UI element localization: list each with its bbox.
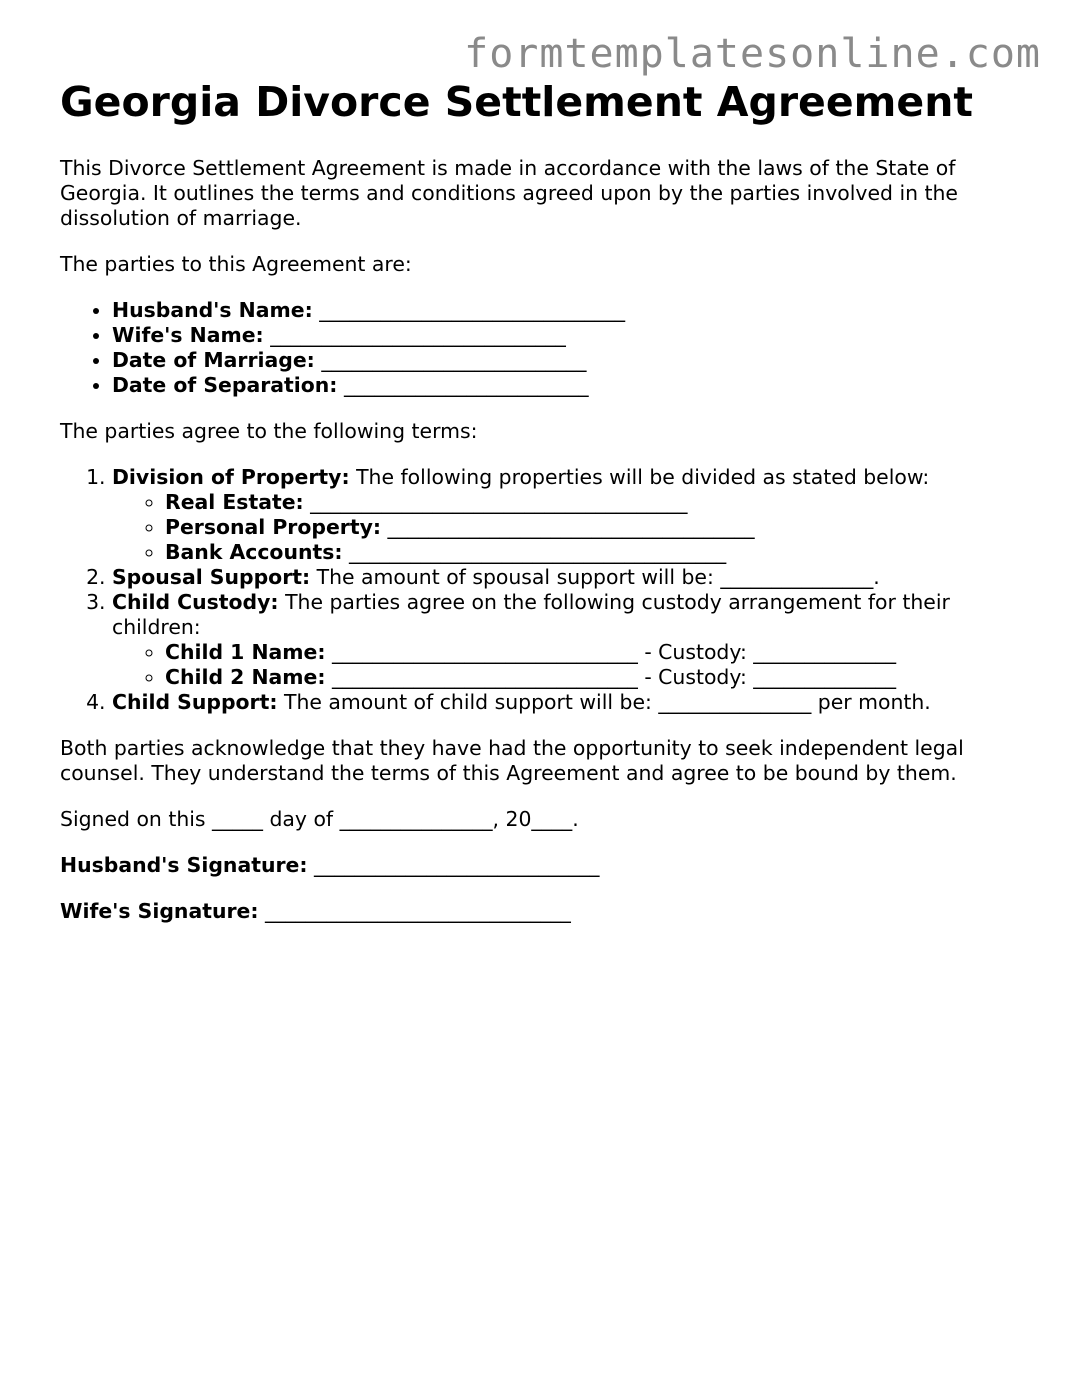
signature-label: Wife's Signature: <box>60 899 259 923</box>
fill-in-blank: ______________________________ <box>331 665 638 689</box>
signed-date-line: Signed on this _____ day of _______________, 20____. <box>60 807 579 831</box>
custody-blank: - Custody: ______________ <box>644 665 897 689</box>
parties-heading: The parties to this Agreement are: <box>60 252 412 276</box>
field-label: Child 1 Name: <box>165 640 326 664</box>
term-label: Child Custody: <box>112 590 279 614</box>
property-personal-property <box>165 515 1020 540</box>
party-date-of-marriage <box>112 348 1020 373</box>
field-label: Wife's Name: <box>112 323 264 347</box>
term-text: The parties agree on the following custody arrangement for their children: <box>112 590 950 639</box>
term-child-support <box>112 690 1020 715</box>
property-real-estate <box>165 490 1020 515</box>
party-date-of-separation <box>112 373 1020 398</box>
term-text: The following properties will be divided as stated below: <box>356 465 930 489</box>
party-husband-name <box>112 298 1020 323</box>
term-spousal-support <box>112 565 1020 590</box>
term-text: The amount of spousal support will be: _______________. <box>316 565 880 589</box>
child-2-entry <box>165 665 1020 690</box>
acknowledgement-paragraph: Both parties acknowledge that they have had the opportunity to seek independent legal counsel. They understand the terms of this Agreement and agree to be bound by them. <box>60 736 964 785</box>
signature-blank: ______________________________ <box>265 899 571 923</box>
parties-list <box>60 298 1020 398</box>
children-list <box>112 640 1020 690</box>
document-page <box>60 78 1020 924</box>
field-label: Bank Accounts: <box>165 540 343 564</box>
terms-heading: The parties agree to the following terms: <box>60 419 478 443</box>
husband-signature-line <box>60 853 1020 878</box>
fill-in-blank: ______________________________ <box>331 640 638 664</box>
fill-in-blank: __________________________ <box>321 348 587 372</box>
term-division-of-property <box>112 465 1020 565</box>
term-text: The amount of child support will be: _______________ per month. <box>284 690 931 714</box>
document-title: Georgia Divorce Settlement Agreement <box>60 78 973 126</box>
term-label: Division of Property: <box>112 465 350 489</box>
field-label: Date of Separation: <box>112 373 338 397</box>
field-label: Husband's Name: <box>112 298 313 322</box>
fill-in-blank: ________________________ <box>343 373 589 397</box>
fill-in-blank: ______________________________ <box>319 298 626 322</box>
term-child-custody <box>112 590 1020 690</box>
field-label: Date of Marriage: <box>112 348 315 372</box>
watermark: formtemplatesonline.com <box>464 31 1041 77</box>
signature-label: Husband's Signature: <box>60 853 308 877</box>
field-label: Child 2 Name: <box>165 665 326 689</box>
term-label: Spousal Support: <box>112 565 311 589</box>
property-bank-accounts <box>165 540 1020 565</box>
field-label: Personal Property: <box>165 515 382 539</box>
party-wife-name <box>112 323 1020 348</box>
fill-in-blank: ____________________________________ <box>387 515 755 539</box>
child-1-entry <box>165 640 1020 665</box>
fill-in-blank: _____________________________________ <box>310 490 688 514</box>
term-label: Child Support: <box>112 690 278 714</box>
signature-blank: ____________________________ <box>314 853 600 877</box>
property-list <box>112 490 1020 565</box>
intro-paragraph: This Divorce Settlement Agreement is made in accordance with the laws of the State of Georgia. It outlines the terms and conditions agreed upon by the parties involved in the dissolution of marriage. <box>60 156 958 230</box>
custody-blank: - Custody: ______________ <box>644 640 897 664</box>
fill-in-blank: _____________________________________ <box>349 540 727 564</box>
terms-list <box>60 465 1020 715</box>
fill-in-blank: _____________________________ <box>270 323 566 347</box>
field-label: Real Estate: <box>165 490 304 514</box>
wife-signature-line <box>60 899 1020 924</box>
